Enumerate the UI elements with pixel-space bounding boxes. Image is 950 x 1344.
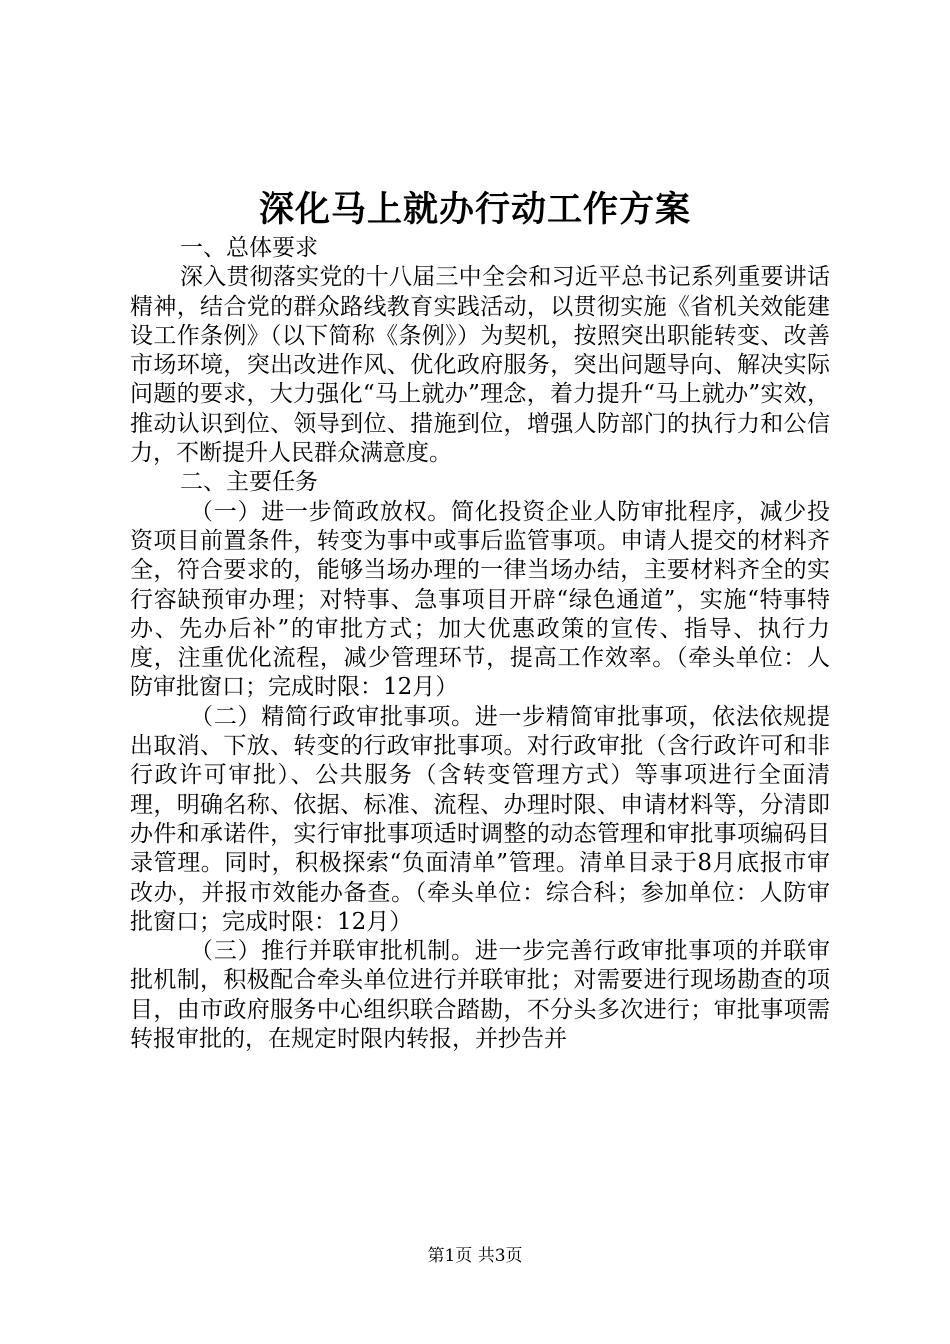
paragraph: （三）推行并联审批机制。进一步完善行政审批事项的并联审批机制，积极配合牵头单位进行并联审批；对需要进行现场勘查的项目，由市政府服务中心组织联合踏勘，不分头多次进行；审批事项需转报审批的，在规定时限内转报，并抄告并 xyxy=(130,938,830,1053)
document-body xyxy=(130,234,830,1054)
paragraph: （二）精简行政审批事项。进一步精简审批事项，依法依规提出取消、下放、转变的行政审批事项。对行政审批（含行政许可和非行政许可审批）、公共服务（含转变管理方式）等事项进行全面清理，明确名称、依据、标准、流程、办理时限、申请材料等，分清即办件和承诺件，实行审批事项适时调整的动态管理和审批事项编码目录管理。同时，积极探索“负面清单”管理。清单目录于8月底报市审改办，并报市效能办备查。（牵头单位：综合科；参加单位：人防审批窗口；完成时限：12月） xyxy=(130,703,830,935)
page-title: 深化马上就办行动工作方案 xyxy=(258,189,691,230)
page-footer: 第1页 共3页 xyxy=(427,1246,523,1266)
paragraph: （一）进一步简政放权。简化投资企业人防审批程序，减少投资项目前置条件，转变为事中或事后监管事项。申请人提交的材料齐全，符合要求的，能够当场办理的一律当场办结，主要材料齐全的实行容缺预审办理；对特事、急事项目开辟“绿色通道”，实施“特事特办、先办后补”的审批方式；加大优惠政策的宣传、指导、执行力度，注重优化流程，减少管理环节，提高工作效率。（牵头单位：人防审批窗口；完成时限：12月） xyxy=(130,498,830,701)
paragraph: 深入贯彻落实党的十八届三中全会和习近平总书记系列重要讲话精神，结合党的群众路线教育实践活动，以贯彻实施《省机关效能建设工作条例》（以下简称《条例》）为契机，按照突出职能转变、改善市场环境，突出改进作风、优化政府服务，突出问题导向、解决实际问题的要求，大力强化“马上就办”理念，着力提升“马上就办”实效，推动认识到位、领导到位、措施到位，增强人防部门的执行力和公信力，不断提升人民群众满意度。 xyxy=(130,264,830,467)
section-heading: 一、总体要求 xyxy=(180,235,318,261)
section-heading: 二、主要任务 xyxy=(180,469,318,496)
